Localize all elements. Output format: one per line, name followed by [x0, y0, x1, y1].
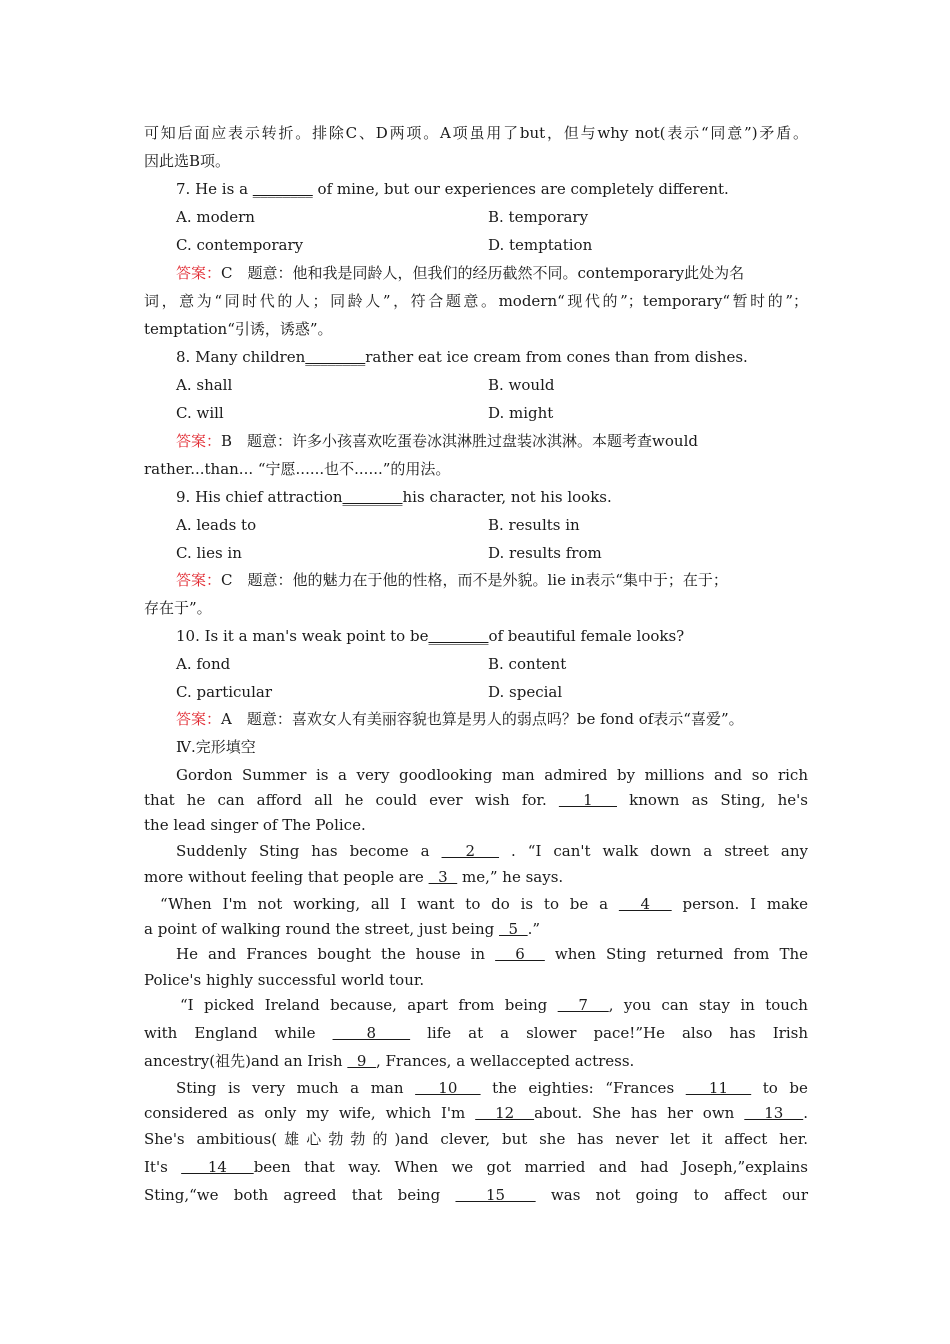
cloze-blank-12: 12	[475, 1104, 535, 1122]
cloze-blank-11: 11	[685, 1079, 752, 1097]
q8-option-d: D. might	[488, 404, 554, 422]
q7-answer-line-2: 词，意为“同时代的人；同龄人”，符合题意。modern“现代的”；temporary“暂时的”；	[144, 292, 808, 310]
blank: ________	[305, 348, 366, 366]
q8-answer-line-2: rather...than... “宁愿......也不......”的用法。	[144, 460, 451, 478]
passage-line: “When I'm not working, all I want to do is to be a 4 person. I make	[160, 895, 808, 913]
passage-line: Gordon Summer is a very goodlooking man admired by millions and so rich	[176, 766, 808, 784]
passage-line: more without feeling that people are 3 me,” he says.	[144, 868, 564, 886]
passage-line: ancestry(祖先)and an Irish 9 , Frances, a wellaccepted actress.	[144, 1052, 635, 1070]
cloze-blank-3: 3	[428, 868, 458, 886]
q9-option-d: D. results from	[488, 544, 602, 562]
cloze-blank-5: 5	[499, 920, 528, 938]
q8-option-b: B. would	[488, 376, 555, 394]
answer-label: 答案：	[176, 432, 222, 450]
cloze-blank-10: 10	[415, 1079, 481, 1097]
question-7-stem: 7. He is a ________ of mine, but our experiences are completely different.	[176, 180, 729, 198]
cloze-blank-13: 13	[744, 1104, 804, 1122]
q8-option-c: C. will	[176, 404, 224, 422]
q8-answer-line-1: 答案：B 题意：许多小孩喜欢吃蛋卷冰淇淋胜过盘装冰淇淋。本题考查would	[176, 432, 698, 450]
q9-option-c: C. lies in	[176, 544, 242, 562]
passage-line: with England while 8 life at a slower pace!”He also has Irish	[144, 1024, 808, 1042]
intro-line-1: 可知后面应表示转折。排除C、D两项。A项虽用了but，但与why not(表示“同意”)矛盾。	[144, 124, 808, 142]
passage-line: “I picked Ireland because, apart from being 7 , you can stay in touch	[180, 996, 808, 1014]
cloze-blank-9: 9	[347, 1052, 376, 1070]
q7-option-c: C. contemporary	[176, 236, 304, 254]
question-10-stem: 10. Is it a man's weak point to be________of beautiful female looks?	[176, 627, 685, 645]
question-9-stem: 9. His chief attraction________his character, not his looks.	[176, 488, 612, 506]
q8-option-a: A. shall	[176, 376, 233, 394]
blank: ________	[342, 488, 403, 506]
passage-line: Sting,“we both agreed that being 15 was not going to affect our	[144, 1186, 808, 1204]
cloze-blank-15: 15	[455, 1186, 536, 1204]
passage-line: It's 14 been that way. When we got married and had Joseph,”explains	[144, 1158, 808, 1176]
passage-line: He and Frances bought the house in 6 when Sting returned from The	[176, 945, 808, 963]
q10-answer-line-1: 答案：A 题意：喜欢女人有美丽容貌也算是男人的弱点吗？be fond of表示“喜爱”。	[176, 710, 744, 728]
passage-line: Suddenly Sting has become a 2 . “I can't walk down a street any	[176, 842, 808, 860]
section-heading: Ⅳ.完形填空	[176, 738, 256, 756]
cloze-blank-14: 14	[181, 1158, 254, 1176]
q9-option-b: B. results in	[488, 516, 580, 534]
q9-answer-line-1: 答案：C 题意：他的魅力在于他的性格，而不是外貌。lie in表示“集中于；在于；	[176, 571, 728, 589]
passage-line: Sting is very much a man 10 the eighties: “Frances 11 to be	[176, 1079, 808, 1097]
q7-answer-line-3: temptation“引诱，诱惑”。	[144, 320, 333, 338]
q9-option-a: A. leads to	[176, 516, 257, 534]
passage-line: that he can afford all he could ever wish for. 1 known as Sting, he's	[144, 791, 808, 809]
cloze-blank-8: 8	[332, 1024, 411, 1042]
cloze-blank-2: 2	[441, 842, 500, 860]
q7-option-a: A. modern	[176, 208, 255, 226]
blank: ________	[428, 627, 489, 645]
answer-label: 答案：	[176, 710, 222, 728]
passage-line: a point of walking round the street, just being 5 .”	[144, 920, 541, 938]
passage-line: She's ambitious(雄心勃勃的)and clever, but she has never let it affect her.	[144, 1130, 808, 1148]
q10-option-c: C. particular	[176, 683, 272, 701]
q10-option-b: B. content	[488, 655, 567, 673]
blank: ________	[252, 180, 313, 198]
q7-answer-line-1: 答案：C 题意：他和我是同龄人，但我们的经历截然不同。contemporary此处为名	[176, 264, 745, 282]
cloze-blank-6: 6	[495, 945, 545, 963]
passage-line: Police's highly successful world tour.	[144, 971, 425, 989]
q7-option-b: B. temporary	[488, 208, 589, 226]
intro-line-2: 因此选B项。	[144, 152, 231, 170]
answer-label: 答案：	[176, 264, 222, 282]
q7-option-d: D. temptation	[488, 236, 593, 254]
question-8-stem: 8. Many children________rather eat ice cream from cones than from dishes.	[176, 348, 748, 366]
cloze-blank-4: 4	[618, 895, 672, 913]
passage-line: the lead singer of The Police.	[144, 816, 366, 834]
cloze-blank-7: 7	[557, 996, 609, 1014]
q9-answer-line-2: 存在于”。	[144, 599, 212, 617]
cloze-blank-1: 1	[558, 791, 617, 809]
passage-line: considered as only my wife, which I'm 12 about. She has her own 13 .	[144, 1104, 808, 1122]
q10-option-d: D. special	[488, 683, 563, 701]
answer-label: 答案：	[176, 571, 222, 589]
q10-option-a: A. fond	[176, 655, 231, 673]
